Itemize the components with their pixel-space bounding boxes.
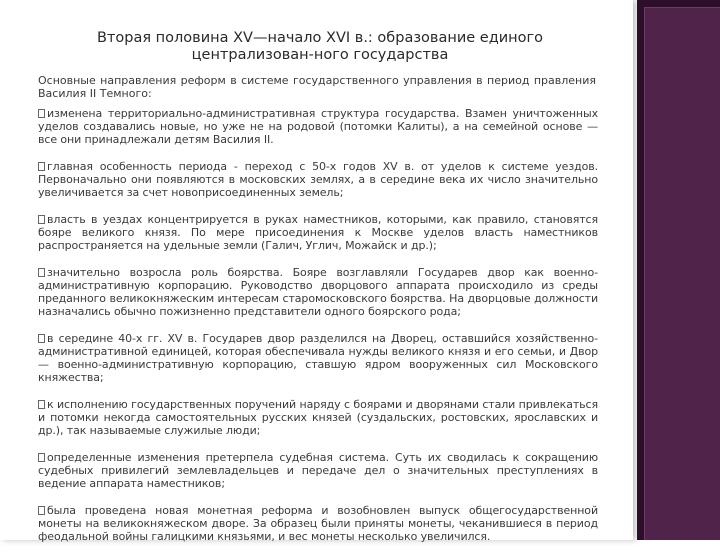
decorative-side-panel-inner bbox=[644, 7, 720, 540]
reform-item-text: определенные изменения претерпела судебная система. Суть их сводилась к сокращению судебных привилегий землевладельцев и передаче дел о значительных преступлениях в ведение аппарата наместников; bbox=[38, 451, 598, 490]
checkbox-bullet-icon bbox=[38, 334, 45, 343]
reform-item-4 bbox=[38, 266, 598, 318]
slide-title-line-1: Вторая половина XV—начало XVI в.: образование единого bbox=[97, 30, 543, 46]
reform-item-text: в середине 40-х гг. XV в. Государев двор разделился на Дворец, оставшийся хозяйственно-административной единицей, которая обеспечивала нужды великого князя и его семьи, и Двор — военно-административную корпорацию, ставшую ядром вооруженных сил Московского княжества; bbox=[38, 332, 598, 384]
reform-item-text: была проведена новая монетная реформа и возобновлен выпуск общегосударственной монеты на великокняжеском дворе. За образец были приняты монеты, чеканившиеся в период феодальной войны галицкими князьями, и вес монеты несколько увеличился. bbox=[38, 504, 598, 543]
checkbox-bullet-icon bbox=[38, 215, 45, 224]
checkbox-bullet-icon bbox=[38, 400, 45, 409]
checkbox-bullet-icon bbox=[38, 109, 45, 118]
checkbox-bullet-icon bbox=[38, 268, 45, 277]
reform-item-7 bbox=[38, 451, 598, 490]
slide-title-line-2: централизован-ного государства bbox=[191, 47, 449, 63]
reform-item-text: главная особенность периода - переход с 50-х годов XV в. от уделов к системе уездов. Первоначально они появляются в московских землях, а в середине века их число значительно увеличивается за счет новоприсоединенных земель; bbox=[38, 160, 598, 199]
reform-item-8 bbox=[38, 504, 598, 543]
reform-item-text: власть в уездах концентрируется в руках наместников, которыми, как правило, становятся бояре великого князя. По мере присоединения к Москве уделов власть наместников распространяется на удельные земли (Галич, Углич, Можайск и др.); bbox=[38, 213, 598, 252]
slide-title bbox=[60, 30, 580, 64]
checkbox-bullet-icon bbox=[38, 162, 45, 171]
decorative-side-panel bbox=[637, 0, 720, 540]
reform-item-6 bbox=[38, 398, 598, 437]
reform-item-3 bbox=[38, 213, 598, 252]
reform-item-1 bbox=[38, 107, 598, 146]
reform-item-2 bbox=[38, 160, 598, 199]
reform-item-text: к исполнению государственных поручений наряду с боярами и дворянами стали привлекаться и потомки некогда самостоятельных русских князей (суздальских, ростовских, ярославских и др.), так называемые служилые люди; bbox=[38, 398, 598, 437]
reform-item-text: значительно возросла роль боярства. Бояре возглавляли Государев двор как военно-административную корпорацию. Руководство дворцового аппарата происходило из среды преданного великокняжеским интересам старомосковского боярства. На дворцовые должности назначались обычно пожизненно представители одного боярского рода; bbox=[38, 266, 598, 318]
intro-paragraph: Основные направления реформ в системе государственного управления в период правления Василия II Темного: bbox=[38, 74, 596, 100]
checkbox-bullet-icon bbox=[38, 453, 45, 462]
checkbox-bullet-icon bbox=[38, 506, 45, 515]
reform-list bbox=[38, 107, 598, 557]
reform-item-text: изменена территориально-административная структура государства. Взамен уничтоженных уделов создавались новые, но уже не на родовой (потомки Калиты), а на семейной основе — все они принадлежали детям Василия II. bbox=[38, 107, 598, 146]
reform-item-5 bbox=[38, 332, 598, 384]
